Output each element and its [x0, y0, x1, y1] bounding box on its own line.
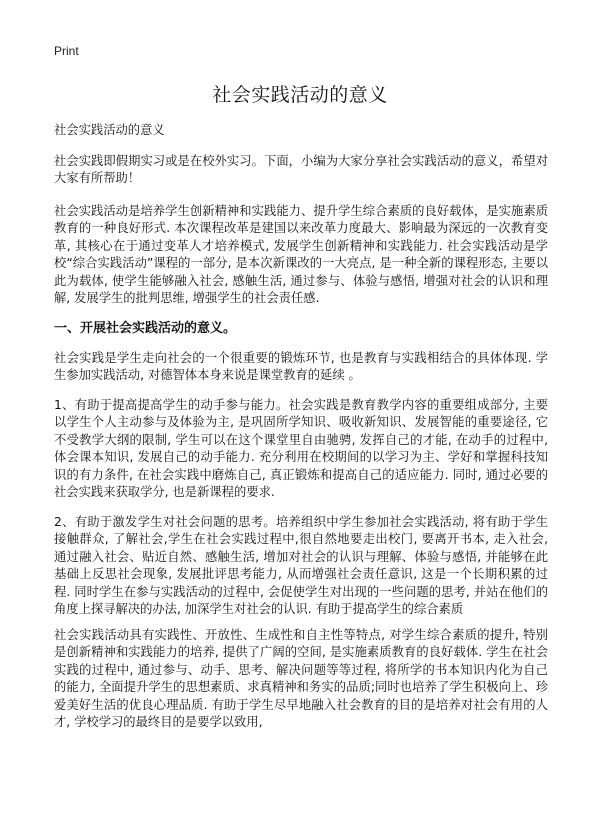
paragraph-overview: 社会实践活动是培养学生创新精神和实践能力、提升学生综合素质的良好载体，是实施素质教育的一种良好形式. 本次课程改革是建国以来改革力度最大、影响最为深远的一次教育变革, 其核心在于通过变革人才培养模式, 发展学生创新精神和实践能力. 社会实践活动是学校“综合实践活动”课程的一部分, 是本次新课改的一大亮点, 是一种全新的课程形态, 主要以此为载体, 使学生能够融入社会, 感触生活, 通过参与、体验与感悟, 增强对社会的认识和理解, 发展学生的批判思维, 增强学生的社会责任感. — [54, 203, 548, 305]
article-title: 社会实践活动的意义 — [212, 84, 388, 106]
paragraph-comprehensive-quality: 社会实践活动具有实践性、开放性、生成性和自主性等特点, 对学生综合素质的提升, 特别是创新精神和实践能力的培养, 提供了广阔的空间, 是实施素质教育的良好载体. 学生在社会实践的过程中, 通过参与、动手、思考、解决问题等等过程, 将所学的书本知识内化为自己的能力, 全面提升学生的思想素质、求真精神和务实的品质;同时也培养了学生积极向上、珍爱美好生活的优良心理品质. 有助于学生尽早地融入社会教育的目的是培养对社会有用的人才, 学校学习的最终目的是要学以致用, — [54, 627, 548, 729]
paragraph-point-1: 1、有助于提高提高学生的动手参与能力。社会实践是教育教学内容的重要组成部分, 主要以学生个人主动参与及体验为主, 是巩固所学知识、吸收新知识、发展智能的重要途径, 它不受教学大纲的限制, 学生可以在这个课堂里自由驰骋, 发挥自己的才能, 在动手的过程中, 体会课本知识, 发展自己的动手能力. 充分利用在校期间的以学习为主、学好和掌握科技知识的有力条件, 在社会实践中磨炼自己, 真正锻炼和提高自己的适应能力. 同时, 通过必要的社会实践来获取学分, 也是新课程的要求. — [54, 397, 548, 499]
section-heading: 一、开展社会实践活动的意义。 — [54, 320, 237, 336]
paragraph-point-2: 2、有助于激发学生对社会问题的思考。培养组织中学生参加社会实践活动, 将有助于学生接触群众, 了解社会,学生在社会实践过程中,很自然地要走出校门, 要离开书本, 走入社会, 通过融入社会、贴近自然、感触生活, 增加对社会的认识与理解、体验与感悟, 并能够在此基础上反思社会现象, 发展批评思考能力, 从而增强社会责任意识, 这是一个长期积累的过程. 同时学生在参与实践活动的过程中, 会促使学生对出现的一些问题的思考, 并站在他们的角度上探寻解决的办法, 加深学生对社会的认识. 有助于提高学生的综合素质 — [54, 514, 548, 616]
print-link[interactable]: Print — [54, 44, 79, 58]
intro-paragraph: 社会实践即假期实习或是在校外实习。下面，小编为大家分享社会实践活动的意义，希望对大家有所帮助！ — [54, 153, 548, 185]
article-body — [54, 122, 548, 744]
paragraph-significance: 社会实践是学生走向社会的一个很重要的锻炼环节, 也是教育与实践相结合的具体体现. 学生参加实践活动, 对德智体本身来说是课堂教育的延续 。 — [54, 350, 548, 382]
article-subtitle: 社会实践活动的意义 — [54, 123, 165, 137]
